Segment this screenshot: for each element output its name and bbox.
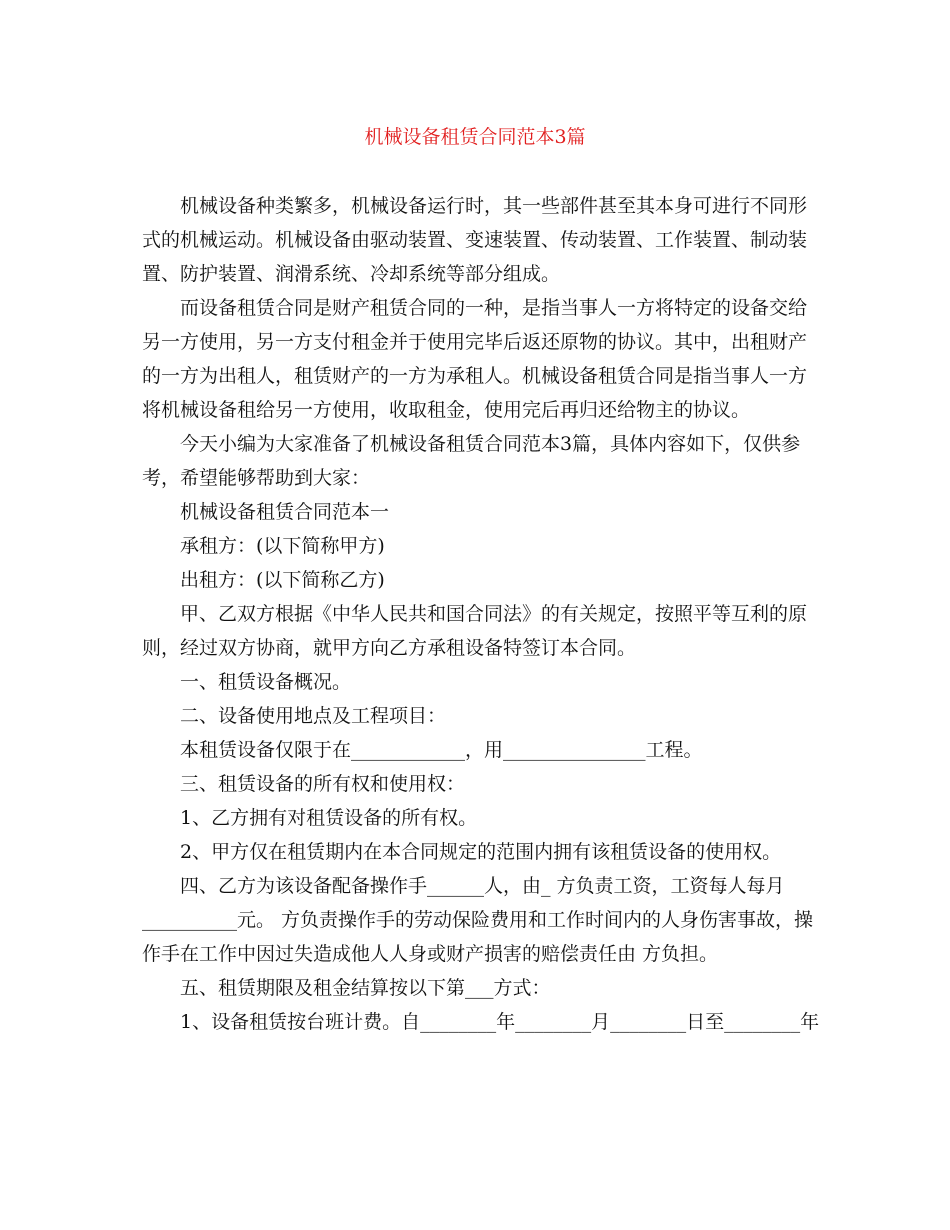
paragraph-line: 置、防护装置、润滑系统、冷却系统等部分组成。 (142, 263, 561, 285)
clause-heading: 三、租赁设备的所有权和使用权： (180, 773, 466, 795)
paragraph-line: 另一方使用，另一方支付租金并于使用完毕后返还原物的协议。其中，出租财产 (142, 331, 808, 353)
clause-text: 四、乙方为该设备配备操作手______人，由_ 方负责工资，工资每人每月 (180, 875, 785, 897)
party-lessee: 承租方：(以下简称甲方) (180, 535, 385, 557)
paragraph-line: 机械设备种类繁多，机械设备运行时，其一些部件甚至其本身可进行不同形 (180, 195, 808, 217)
paragraph-line: 考，希望能够帮助到大家： (142, 467, 371, 489)
clause-heading: 二、设备使用地点及工程项目： (180, 705, 447, 727)
clause-heading: 一、租赁设备概况。 (180, 671, 352, 693)
paragraph-line: 今天小编为大家准备了机械设备租赁合同范本3篇，具体内容如下，仅供参 (180, 433, 801, 455)
clause-text: 作手在工作中因过失造成他人人身或财产损害的赔偿责任由 方负担。 (142, 943, 719, 965)
clause-text: 2、甲方仅在租赁期内在本合同规定的范围内拥有该租赁设备的使用权。 (180, 841, 782, 863)
document-body (142, 193, 820, 1043)
document-title: 机械设备租赁合同范本3篇 (364, 126, 586, 148)
paragraph-line: 的一方为出租人，租赁财产的一方为承租人。机械设备租赁合同是指当事人一方 (142, 365, 808, 387)
clause-text: 1、乙方拥有对租赁设备的所有权。 (180, 807, 478, 829)
paragraph-line: 而设备租赁合同是财产租赁合同的一种，是指当事人一方将特定的设备交给 (180, 297, 808, 319)
paragraph-line: 则，经过双方协商，就甲方向乙方承租设备特签订本合同。 (142, 637, 637, 659)
clause-text: 本租赁设备仅限于在____________，用_______________工程。 (180, 739, 703, 761)
paragraph-line: 式的机械运动。机械设备由驱动装置、变速装置、传动装置、工作装置、制动装 (142, 229, 808, 251)
section-heading: 机械设备租赁合同范本一 (180, 501, 390, 523)
clause-text: __________元。 方负责操作手的劳动保险费用和工作时间内的人身伤害事故，操 (142, 909, 814, 931)
paragraph-line: 甲、乙双方根据《中华人民共和国合同法》的有关规定，按照平等互利的原 (180, 603, 808, 625)
paragraph-line: 将机械设备租给另一方使用，收取租金，使用完后再归还给物主的协议。 (142, 399, 751, 421)
party-lessor: 出租方：(以下简称乙方) (180, 569, 385, 591)
clause-text: 1、设备租赁按台班计费。自________年________月________日至________年 (180, 1011, 820, 1033)
clause-heading: 五、租赁期限及租金结算按以下第___方式： (180, 977, 551, 999)
